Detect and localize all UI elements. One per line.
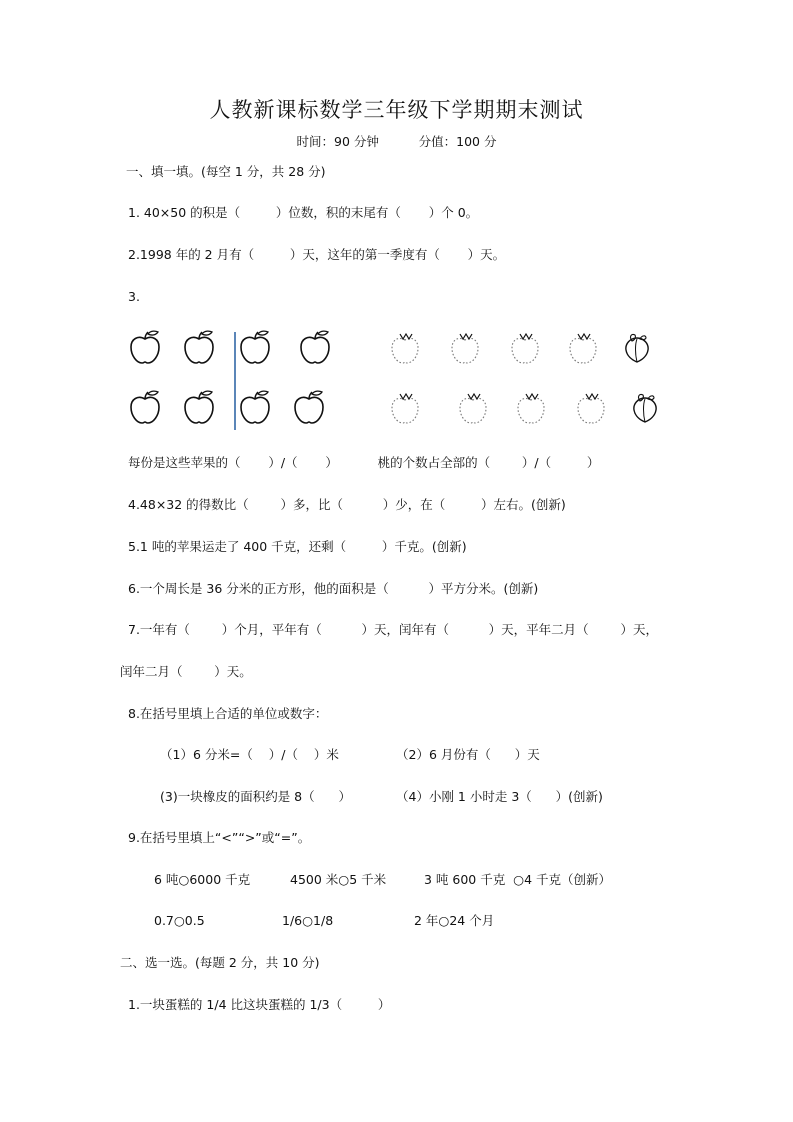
question-5: 5.1 吨的苹果运走了 400 千克，还剩（ ）千克。(创新) <box>128 539 467 554</box>
apple-outline-icon <box>292 390 326 426</box>
apple-outline-icon <box>298 330 332 366</box>
apple-outline-icon <box>128 330 162 366</box>
question-3-label: 3. <box>128 289 140 304</box>
dotted-apple-icon <box>574 390 608 426</box>
peach-icon <box>620 330 654 366</box>
question-8-item-2: （2）6 月份有（ ）天 <box>396 747 540 762</box>
dotted-apple-icon <box>448 330 482 366</box>
question-9-compare-1: 6 吨○6000 千克 <box>154 872 251 887</box>
question-6: 6.一个周长是 36 分米的正方形，他的面积是（ ）平方分米。(创新) <box>128 581 539 596</box>
section1-heading: 一、填一填。(每空 1 分，共 28 分) <box>126 164 326 179</box>
question-9-compare-5: 1/6○1/8 <box>282 913 334 928</box>
fruit-picture <box>122 322 662 434</box>
dotted-apple-icon <box>456 390 490 426</box>
dotted-apple-icon <box>508 330 542 366</box>
question-1: 1. 40×50 的积是（ ）位数，积的末尾有（ ）个 0。 <box>128 205 479 220</box>
question-9-compare-6: 2 年○24 个月 <box>414 913 495 928</box>
section2-question-1: 1.一块蛋糕的 1/4 比这块蛋糕的 1/3（ ） <box>128 997 391 1012</box>
apple-outline-icon <box>182 330 216 366</box>
question-8-item-4: （4）小刚 1 小时走 3（ ）(创新) <box>396 789 603 804</box>
question-2: 2.1998 年的 2 月有（ ）天，这年的第一季度有（ ）天。 <box>128 247 506 262</box>
dotted-apple-icon <box>388 390 422 426</box>
dotted-apple-icon <box>388 330 422 366</box>
question-8: 8.在括号里填上合适的单位或数字： <box>128 706 328 721</box>
apple-outline-icon <box>128 390 162 426</box>
question-3-text: 每份是这些苹果的（ ）/（ ） 桃的个数占全部的（ ）/（ ） <box>128 455 600 470</box>
question-4: 4.48×32 的得数比（ ）多，比（ ）少，在（ ）左右。(创新) <box>128 497 566 512</box>
apple-outline-icon <box>238 390 272 426</box>
question-7-line2: 闰年二月（ ）天。 <box>120 664 252 679</box>
section2-heading: 二、选一选。(每题 2 分，共 10 分) <box>120 955 320 970</box>
question-9-compare-2: 4500 米○5 千米 <box>290 872 387 887</box>
question-9-compare-3: 3 吨 600 千克 ○4 千克（创新） <box>424 872 612 887</box>
question-7-line1: 7.一年有（ ）个月，平年有（ ）天，闰年有（ ）天，平年二月（ ）天， <box>128 622 658 637</box>
apple-outline-icon <box>182 390 216 426</box>
question-9-compare-4: 0.7○0.5 <box>154 913 205 928</box>
dotted-apple-icon <box>566 330 600 366</box>
question-8-item-3: (3)一块橡皮的面积约是 8（ ） <box>160 789 351 804</box>
apple-outline-icon <box>238 330 272 366</box>
dotted-apple-icon <box>514 390 548 426</box>
peach-icon <box>628 390 662 426</box>
group-divider-line <box>234 332 236 430</box>
exam-time-score: 时间：90 分钟 分值：100 分 <box>296 134 497 149</box>
page-title: 人教新课标数学三年级下学期期末测试 <box>209 98 584 122</box>
question-9: 9.在括号里填上“<”“>”或“=”。 <box>128 830 311 845</box>
question-8-item-1: （1）6 分米=（ ）/（ ）米 <box>160 747 339 762</box>
